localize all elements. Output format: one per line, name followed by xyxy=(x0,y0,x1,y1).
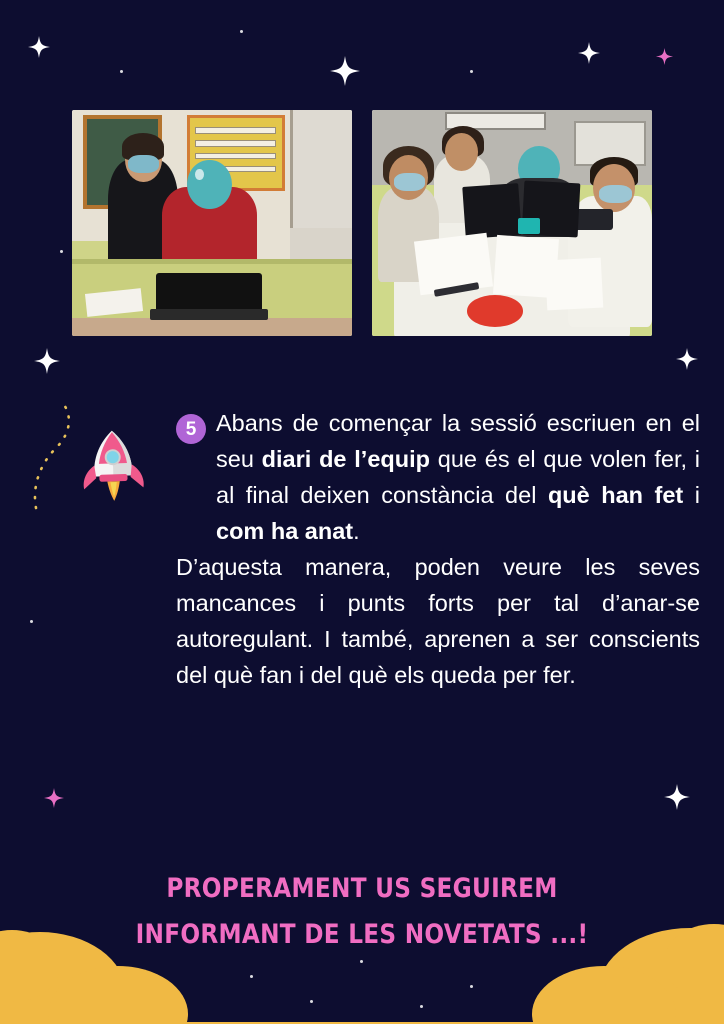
paragraph-one-emphasis: què han fet xyxy=(547,482,684,508)
paragraph-one-text: que és el que volen fer, i al final deixen constància del xyxy=(216,446,700,508)
paragraph-one-text: . xyxy=(353,518,360,544)
sparkle-pink-top-right xyxy=(656,48,673,65)
paragraph-one-emphasis: diari de l’equip xyxy=(261,446,430,472)
paragraph-one-emphasis: com ha anat xyxy=(216,518,354,544)
sparkle-white-top-right xyxy=(578,42,600,64)
paragraph-one xyxy=(176,405,700,549)
rocket-illustration xyxy=(28,390,168,520)
rocket-icon xyxy=(73,425,154,506)
cloud-decoration xyxy=(0,874,724,1024)
classroom-photo-1 xyxy=(72,110,352,336)
sparkle-pink-low-left xyxy=(44,788,64,808)
sparkle-white-top-center xyxy=(330,56,360,86)
paragraph-one-text: Abans de començar la sessió escriuen en el seu xyxy=(216,410,700,472)
footer-headline: PROPERAMENT US SEGUIREM INFORMANT DE LES NOVETATS ...! xyxy=(135,873,589,950)
star-dot xyxy=(240,30,243,33)
sparkle-white-top-left xyxy=(28,36,50,58)
step-badge: 5 xyxy=(176,414,206,444)
sparkle-white-low-right xyxy=(664,784,690,810)
photo-gallery xyxy=(72,110,652,336)
star-dot xyxy=(120,70,123,73)
classroom-photo-2 xyxy=(372,110,652,336)
sparkle-white-mid-left xyxy=(34,348,60,374)
paragraph-one-text: i xyxy=(683,482,700,508)
main-content xyxy=(176,405,700,693)
star-dot xyxy=(470,70,473,73)
star-dot xyxy=(30,620,33,623)
paragraph-two: D’aquesta manera, poden veure les seves mancances i punts forts per tal d’anar-se autoregulant. I també, aprenen a ser conscients del què fan i del què els queda per fer. xyxy=(176,554,700,688)
sparkle-white-mid-right xyxy=(676,348,698,370)
star-dot xyxy=(60,250,63,253)
